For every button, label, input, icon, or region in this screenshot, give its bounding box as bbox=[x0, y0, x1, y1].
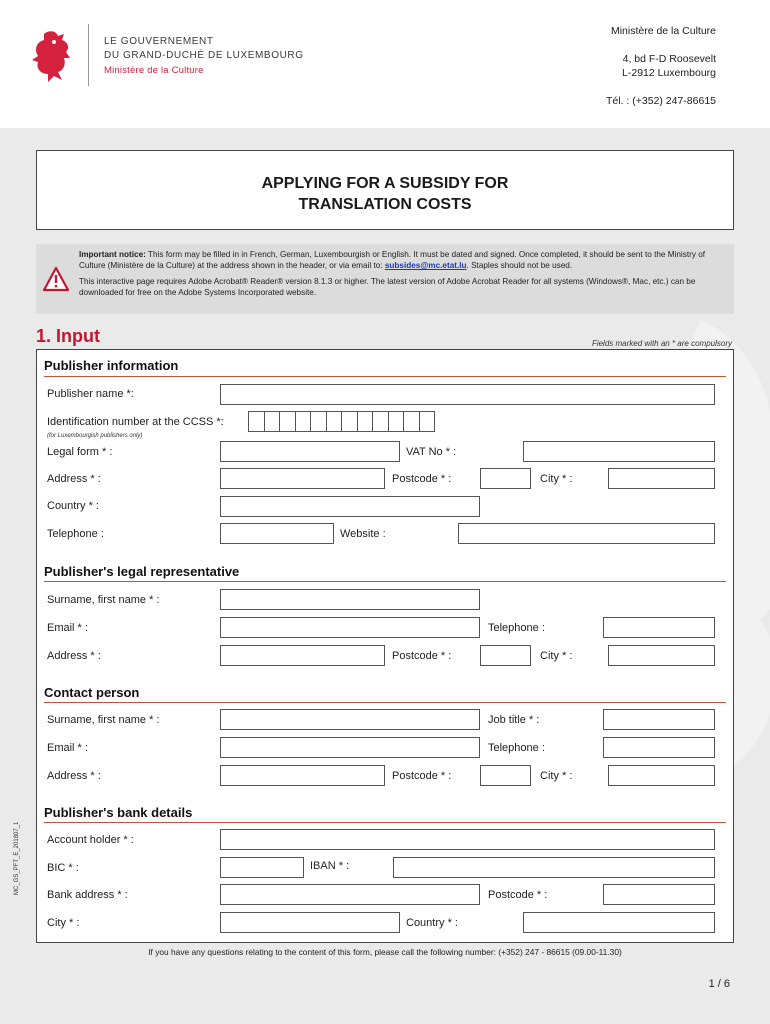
notice-label: Important notice: bbox=[79, 250, 146, 259]
ccss-digit-box[interactable] bbox=[295, 411, 312, 432]
government-line-1: LE GOUVERNEMENT bbox=[104, 36, 214, 47]
bank-address-label: Bank address * : bbox=[47, 889, 128, 901]
section-title: 1. Input bbox=[36, 326, 100, 346]
ccss-digit-box[interactable] bbox=[341, 411, 358, 432]
contact-surname-label: Surname, first name * : bbox=[47, 714, 160, 726]
website-label: Website : bbox=[340, 528, 386, 540]
rep-surname-label: Surname, first name * : bbox=[47, 594, 160, 606]
bank-postcode-label: Postcode * : bbox=[488, 889, 548, 901]
contact-telephone-input[interactable] bbox=[603, 737, 715, 758]
publisher-telephone-input[interactable] bbox=[220, 523, 334, 544]
iban-label: IBAN * : bbox=[310, 860, 350, 872]
ccss-label: Identification number at the CCSS *: bbox=[47, 416, 224, 428]
rep-email-label: Email * : bbox=[47, 622, 88, 634]
bank-address-input[interactable] bbox=[220, 884, 480, 905]
ccss-number-input[interactable] bbox=[248, 411, 434, 432]
contact-city-label: City * : bbox=[540, 770, 573, 782]
contact-address-input[interactable] bbox=[220, 765, 385, 786]
warning-icon bbox=[42, 266, 70, 292]
legal-rep-rule bbox=[44, 581, 726, 582]
ccss-digit-box[interactable] bbox=[388, 411, 405, 432]
ccss-digit-box[interactable] bbox=[248, 411, 265, 432]
legal-rep-heading: Publisher's legal representative bbox=[44, 564, 240, 579]
contact-surname-input[interactable] bbox=[220, 709, 480, 730]
notice-paragraph-2: This interactive page requires Adobe Acrobat® Reader® version 8.1.3 or higher. The latest version of Adobe Acrobat Reader for all systems (Windows®, Mac, etc.) can be downloaded for free on the Adobe Systems Incorporated website. bbox=[79, 277, 696, 297]
footer-contact-note: If you have any questions relating to the content of this form, please call the following number: (+352) 247 - 86615 (09.00-11.30) bbox=[148, 947, 622, 957]
notice-body: This form may be filled in in French, German, Luxembourgish or English. It must be dated and signed. Once completed, it should be sent to the Ministry of Culture (Ministère de la Culture) at the address shown in the header, or via email to: bbox=[79, 250, 706, 270]
publisher-address-input[interactable] bbox=[220, 468, 385, 489]
contact-postcode-label: Postcode * : bbox=[392, 770, 452, 782]
address-phone: Tél. : (+352) 247-86615 bbox=[605, 95, 716, 107]
rep-city-label: City * : bbox=[540, 650, 573, 662]
rep-email-input[interactable] bbox=[220, 617, 480, 638]
compulsory-note: Fields marked with an * are compulsory bbox=[591, 339, 732, 348]
contact-heading: Contact person bbox=[44, 685, 140, 700]
vat-input[interactable] bbox=[523, 441, 715, 462]
contact-city-input[interactable] bbox=[608, 765, 715, 786]
website-input[interactable] bbox=[458, 523, 715, 544]
notice-body-end: . Staples should not be used. bbox=[466, 261, 573, 270]
bank-postcode-input[interactable] bbox=[603, 884, 715, 905]
publisher-country-input[interactable] bbox=[220, 496, 480, 517]
bank-country-input[interactable] bbox=[523, 912, 715, 933]
page-title bbox=[37, 173, 733, 215]
ccss-digit-box[interactable] bbox=[357, 411, 374, 432]
rep-telephone-input[interactable] bbox=[603, 617, 715, 638]
publisher-postcode-label: Postcode * : bbox=[392, 473, 452, 485]
form-reference-code: MC_GS_PFT_E_201807_1 bbox=[14, 821, 20, 895]
publisher-name-input[interactable] bbox=[220, 384, 715, 405]
address-ministry: Ministère de la Culture bbox=[610, 25, 716, 37]
ccss-note: (for Luxembourgish publishers only) bbox=[47, 433, 143, 439]
rep-city-input[interactable] bbox=[608, 645, 715, 666]
ccss-digit-box[interactable] bbox=[419, 411, 436, 432]
job-title-input[interactable] bbox=[603, 709, 715, 730]
publisher-address-label: Address * : bbox=[47, 473, 101, 485]
bank-city-input[interactable] bbox=[220, 912, 400, 933]
ministry-name: Ministère de la Culture bbox=[104, 65, 204, 76]
bank-rule bbox=[44, 822, 726, 823]
iban-input[interactable] bbox=[393, 857, 715, 878]
notice-paragraph-1 bbox=[79, 249, 729, 271]
luxembourg-lion-icon bbox=[30, 28, 76, 84]
notice-text bbox=[79, 249, 729, 303]
contact-postcode-input[interactable] bbox=[480, 765, 531, 786]
government-line-2: DU GRAND-DUCHÉ DE LUXEMBOURG bbox=[104, 50, 304, 61]
rep-address-input[interactable] bbox=[220, 645, 385, 666]
vat-label: VAT No * : bbox=[406, 446, 457, 458]
account-holder-label: Account holder * : bbox=[47, 834, 134, 846]
job-title-label: Job title * : bbox=[488, 714, 540, 726]
ccss-digit-box[interactable] bbox=[403, 411, 420, 432]
form-title-box bbox=[36, 150, 734, 230]
page-number: 1 / 6 bbox=[708, 978, 730, 990]
publisher-city-input[interactable] bbox=[608, 468, 715, 489]
title-line-2: TRANSLATION COSTS bbox=[298, 196, 472, 213]
rep-telephone-label: Telephone : bbox=[488, 622, 545, 634]
letterhead-divider bbox=[88, 24, 89, 86]
letterhead bbox=[0, 0, 770, 128]
contact-rule bbox=[44, 702, 726, 703]
contact-address-label: Address * : bbox=[47, 770, 101, 782]
publisher-postcode-input[interactable] bbox=[480, 468, 531, 489]
ccss-digit-box[interactable] bbox=[310, 411, 327, 432]
ccss-digit-box[interactable] bbox=[279, 411, 296, 432]
bic-input[interactable] bbox=[220, 857, 304, 878]
bic-label: BIC * : bbox=[47, 862, 79, 874]
title-line-1: APPLYING FOR A SUBSIDY FOR bbox=[261, 175, 509, 192]
ccss-digit-box[interactable] bbox=[326, 411, 343, 432]
address-city: L-2912 Luxembourg bbox=[622, 67, 716, 79]
publisher-name-label: Publisher name *: bbox=[47, 388, 134, 400]
publisher-country-label: Country * : bbox=[47, 500, 99, 512]
account-holder-input[interactable] bbox=[220, 829, 715, 850]
legal-form-label: Legal form * : bbox=[47, 446, 113, 458]
publisher-heading: Publisher information bbox=[44, 358, 179, 373]
bank-heading: Publisher's bank details bbox=[44, 805, 193, 820]
bank-city-label: City * : bbox=[47, 917, 80, 929]
rep-address-label: Address * : bbox=[47, 650, 101, 662]
bank-country-label: Country * : bbox=[406, 917, 458, 929]
publisher-telephone-label: Telephone : bbox=[47, 528, 104, 540]
rep-postcode-label: Postcode * : bbox=[392, 650, 452, 662]
publisher-rule bbox=[44, 376, 726, 377]
email-link[interactable]: subsides@mc.etat.lu bbox=[384, 261, 467, 270]
legal-form-input[interactable] bbox=[220, 441, 400, 462]
rep-surname-input[interactable] bbox=[220, 589, 480, 610]
contact-email-label: Email * : bbox=[47, 742, 88, 754]
rep-postcode-input[interactable] bbox=[480, 645, 531, 666]
important-notice bbox=[36, 244, 734, 314]
ccss-digit-box[interactable] bbox=[372, 411, 389, 432]
address-street: 4, bd F-D Roosevelt bbox=[622, 53, 716, 65]
contact-email-input[interactable] bbox=[220, 737, 480, 758]
publisher-city-label: City * : bbox=[540, 473, 573, 485]
contact-telephone-label: Telephone : bbox=[488, 742, 545, 754]
ccss-digit-box[interactable] bbox=[264, 411, 281, 432]
